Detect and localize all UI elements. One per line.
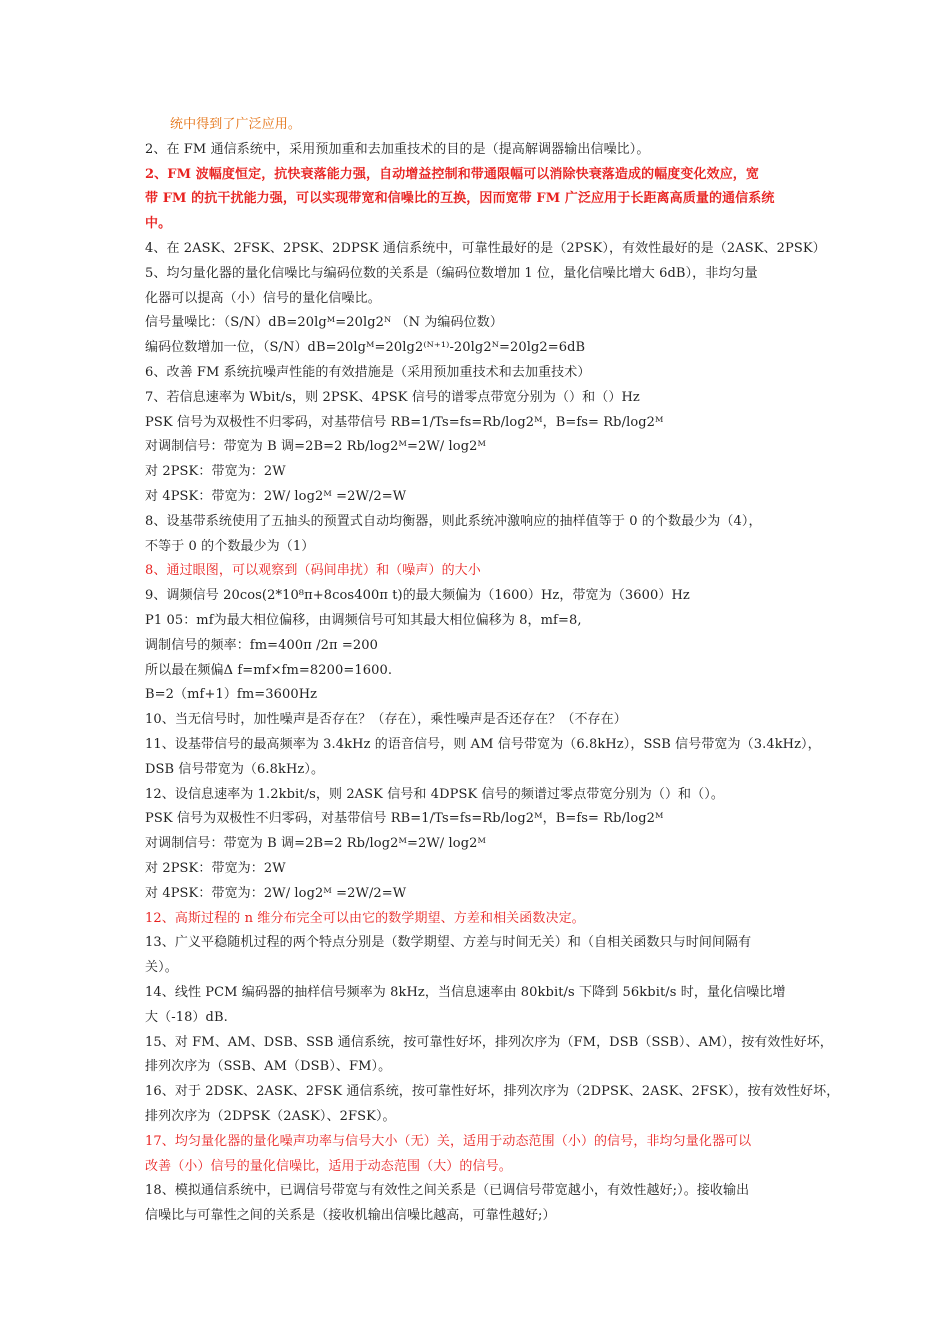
text-line: 9、调频信号 20cos(2*10⁸π+8cos400π t)的最大频偏为（1600）Hz，带宽为（3600）Hz: [145, 588, 690, 604]
text-line: 13、广义平稳随机过程的两个特点分别是（数学期望、方差与时间无关）和（自相关函数只与时间间隔有: [145, 935, 752, 951]
text-line: 4、在 2ASK、2FSK、2PSK、2DPSK 通信系统中，可靠性最好的是（2PSK），有效性最好的是（2ASK、2PSK）: [145, 241, 826, 256]
text-line: 7、若信息速率为 Wbit/s，则 2PSK、4PSK 信号的谱零点带宽分别为（）和（）Hz: [145, 389, 640, 405]
text-line: 14、线性 PCM 编码器的抽样信号频率为 8kHz，当信息速率由 80kbit/s 下降到 56kbit/s 时，量化信噪比增: [145, 985, 786, 1000]
text-line: DSB 信号带宽为（6.8kHz）。: [145, 761, 325, 777]
text-line: 2、FM 波幅度恒定，抗快衰落能力强，自动增益控制和带通限幅可以消除快衰落造成的幅度变化效应，宽: [145, 166, 759, 182]
text-line: 对 4PSK：带宽为：2W/ log2ᴹ =2W/2=W: [145, 885, 407, 901]
text-line: 对 2PSK：带宽为：2W: [145, 464, 286, 480]
text-line: 调制信号的频率：fm=400π /2π =200: [145, 637, 378, 653]
text-line: 6、改善 FM 系统抗噪声性能的有效措施是（采用预加重技术和去加重技术）: [145, 365, 591, 380]
text-line: 统中得到了广泛应用。: [170, 117, 302, 132]
text-line: 对调制信号：带宽为 B 调=2B=2 Rb/log2ᴹ=2W/ log2ᴹ: [145, 836, 486, 852]
text-line: 不等于 0 的个数最少为（1）: [145, 538, 315, 554]
text-line: 所以最在频偏Δ f=mf×fm=8200=1600.: [145, 662, 393, 678]
text-line: 17、均匀量化器的量化噪声功率与信号大小（无）关，适用于动态范围（小）的信号，非均匀量化器可以: [145, 1133, 752, 1149]
text-line: 对调制信号：带宽为 B 调=2B=2 Rb/log2ᴹ=2W/ log2ᴹ: [145, 439, 486, 455]
text-line: 15、对 FM、AM、DSB、SSB 通信系统，按可靠性好坏，排列次序为（FM，DSB（SSB）、AM），按有效性好坏，: [145, 1034, 833, 1050]
text-line: P1 05：mf为最大相位偏移，由调频信号可知其最大相位偏移为 8，mf=8,: [145, 613, 582, 628]
text-line: 关）。: [145, 960, 178, 976]
text-line: 11、设基带信号的最高频率为 3.4kHz 的语音信号，则 AM 信号带宽为（6.8kHz），SSB 信号带宽为（3.4kHz），: [145, 737, 821, 752]
text-line: 16、对于 2DSK、2ASK、2FSK 通信系统，按可靠性好坏，排列次序为（2DPSK、2ASK、2FSK），按有效性好坏，: [145, 1084, 840, 1100]
text-line: 中。: [145, 216, 172, 232]
text-line: B=2（mf+1）fm=3600Hz: [145, 687, 318, 703]
text-line: 2、在 FM 通信系统中，采用预加重和去加重技术的目的是（提高解调器输出信噪比）。: [145, 141, 650, 157]
text-line: 编码位数增加一位，（S/N）dB=20lgᴹ=20lg2⁽ᴺ⁺¹⁾-20lg2ᴺ=20lg2=6dB: [145, 340, 586, 356]
text-line: 化器可以提高（小）信号的量化信噪比。: [145, 290, 381, 306]
text-line: 对 4PSK：带宽为：2W/ log2ᴹ =2W/2=W: [145, 489, 407, 504]
text-line: 信号量噪比：（S/N）dB=20lgᴹ=20lg2ᴺ （N 为编码位数）: [145, 315, 503, 331]
text-line: 排列次序为（SSB、AM（DSB）、FM）。: [145, 1059, 392, 1075]
text-line: 12、高斯过程的 n 维分布完全可以由它的数学期望、方差和相关函数决定。: [145, 910, 585, 926]
text-line: 大（-18）dB.: [145, 1009, 228, 1025]
text-line: 改善（小）信号的量化信噪比，适用于动态范围（大）的信号。: [145, 1158, 512, 1174]
text-line: PSK 信号为双极性不归零码，对基带信号 RB=1/Ts=fs=Rb/log2ᴹ，B=fs= Rb/log2ᴹ: [145, 414, 664, 430]
text-line: 12、设信息速率为 1.2kbit/s，则 2ASK 信号和 4DPSK 信号的频谱过零点带宽分别为（）和（）。: [145, 786, 724, 802]
text-line: 8、设基带系统使用了五抽头的预置式自动均衡器，则此系统冲激响应的抽样值等于 0 的个数最少为（4），: [145, 513, 762, 529]
text-line: 带 FM 的抗干扰能力强，可以实现带宽和信噪比的互换，因而宽带 FM 广泛应用于长距离高质量的通信系统: [145, 191, 775, 207]
text-line: 信噪比与可靠性之间的关系是（接收机输出信噪比越高，可靠性越好;）: [145, 1208, 556, 1224]
text-line: 对 2PSK：带宽为：2W: [145, 861, 286, 876]
text-line: 8、通过眼图，可以观察到（码间串扰）和（噪声）的大小: [145, 563, 481, 579]
text-line: 5、均匀量化器的量化信噪比与编码位数的关系是（编码位数增加 1 位，量化信噪比增大 6dB），非均匀量: [145, 265, 758, 281]
text-line: 18、模拟通信系统中，已调信号带宽与有效性之间关系是（已调信号带宽越小，有效性越好;）。接收输出: [145, 1183, 750, 1199]
text-line: 10、当无信号时，加性噪声是否存在？（存在），乘性噪声是否还存在？（不存在）: [145, 712, 627, 728]
text-line: 排列次序为（2DPSK（2ASK）、2FSK）。: [145, 1109, 396, 1124]
text-line: PSK 信号为双极性不归零码，对基带信号 RB=1/Ts=fs=Rb/log2ᴹ，B=fs= Rb/log2ᴹ: [145, 811, 664, 827]
